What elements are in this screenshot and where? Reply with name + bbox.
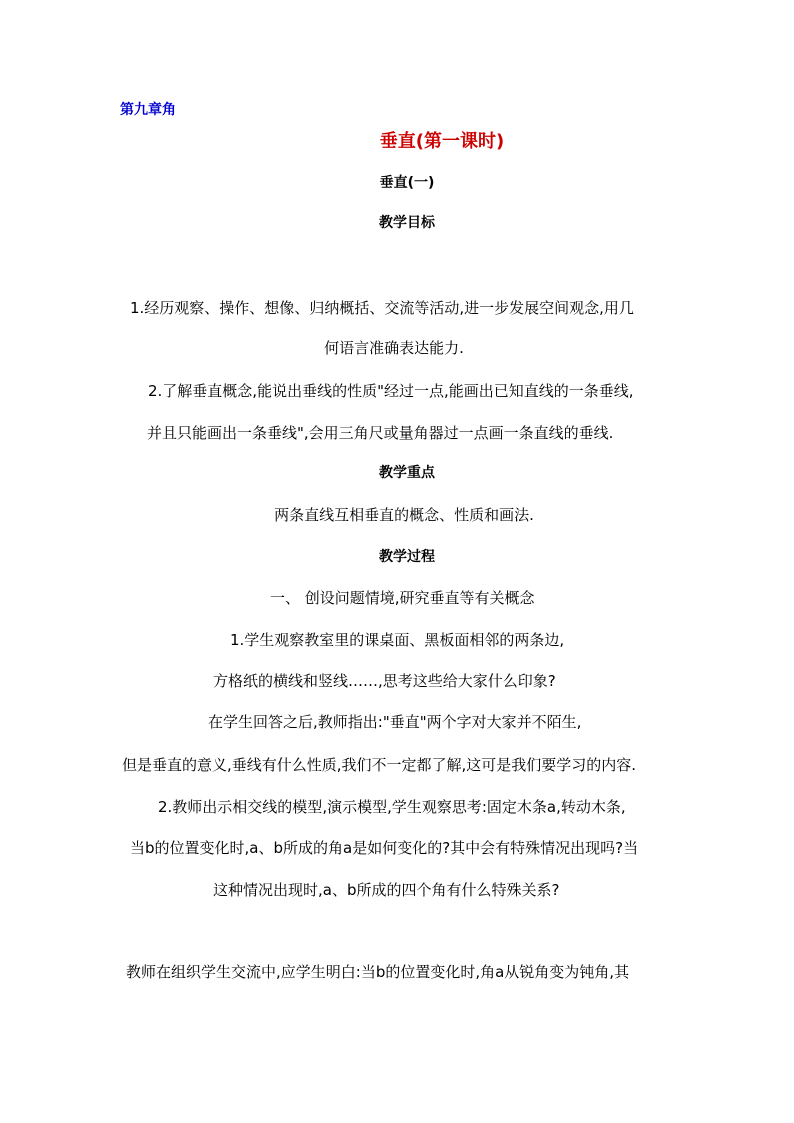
objective-1-line-2: 何语言准确表达能力. xyxy=(324,339,464,357)
step-1-heading: 一、 创设问题情境,研究垂直等有关概念 xyxy=(270,589,535,607)
paragraph-3-line-3: 这种情况出现时,a、b所成的四个角有什么特殊关系? xyxy=(213,881,560,899)
paragraph-2-line-1: 在学生回答之后,教师指出:"垂直"两个字对大家并不陌生, xyxy=(208,713,582,731)
objective-1-line-1: 1.经历观察、操作、想像、归纳概括、交流等活动,进一步发展空间观念,用几 xyxy=(130,299,634,317)
paragraph-3-line-1: 2.教师出示相交线的模型,演示模型,学生观察思考:固定木条a,转动木条, xyxy=(158,798,626,816)
lesson-title: 垂直(第一课时) xyxy=(379,131,505,152)
keypoints-heading: 教学重点 xyxy=(379,465,435,481)
keypoints-text: 两条直线互相垂直的概念、性质和画法. xyxy=(274,506,534,524)
paragraph-3-line-2: 当b的位置变化时,a、b所成的角a是如何变化的?其中会有特殊情况出现吗?当 xyxy=(130,839,639,857)
lesson-subtitle: 垂直(一) xyxy=(379,175,435,191)
objectives-heading: 教学目标 xyxy=(379,215,435,231)
chapter-label: 第九章角 xyxy=(120,102,176,118)
paragraph-1-line-1: 1.学生观察教室里的课桌面、黑板面相邻的两条边, xyxy=(230,631,565,649)
paragraph-4-line-1: 教师在组织学生交流中,应学生明白:当b的位置变化时,角a从锐角变为钝角,其 xyxy=(126,963,630,981)
objective-2-line-2: 并且只能画出一条垂线",会用三角尺或量角器过一点画一条直线的垂线. xyxy=(147,424,614,442)
paragraph-1-line-2: 方格纸的横线和竖线……,思考这些给大家什么印象? xyxy=(213,672,556,690)
paragraph-2-line-2: 但是垂直的意义,垂线有什么性质,我们不一定都了解,这可是我们要学习的内容. xyxy=(122,756,637,774)
process-heading: 教学过程 xyxy=(379,549,435,565)
objective-2-line-1: 2.了解垂直概念,能说出垂线的性质"经过一点,能画出已知直线的一条垂线, xyxy=(148,382,634,400)
